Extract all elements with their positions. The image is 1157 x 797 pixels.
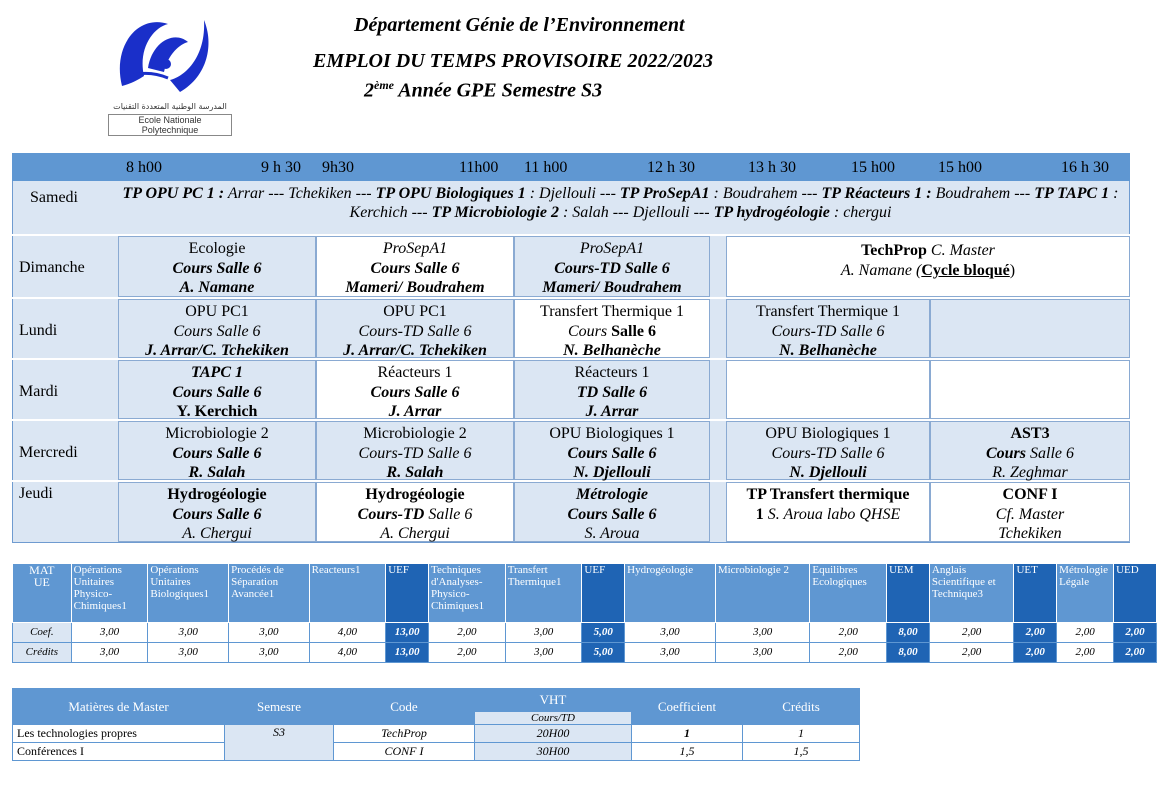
subject-header: Equilibres Ecologiques xyxy=(810,564,887,623)
master-credits: 1,5 xyxy=(743,743,860,761)
time-label: 11 h00 xyxy=(524,159,568,176)
course-name: Réacteurs 1 xyxy=(574,364,650,381)
credits-value: 2,00 xyxy=(1014,643,1057,663)
course-name: Métrologie xyxy=(576,486,648,503)
course-teacher: N. Belhanèche xyxy=(779,342,877,359)
course-teacher: R. Zeghmar xyxy=(992,464,1068,481)
samedi-tp-list xyxy=(118,184,1123,222)
subject-header: Hydrogéologie xyxy=(625,564,716,623)
master-code: TechProp xyxy=(334,725,475,743)
course-name: CONF I xyxy=(1002,486,1058,503)
tp-hydrogeologie-teachers: : chergui xyxy=(829,204,892,221)
course-room: Cours-TD Salle 6 xyxy=(554,259,670,277)
credits-value: 3,00 xyxy=(229,643,310,663)
coef-value: 5,00 xyxy=(582,623,625,643)
time-label: 12 h 30 xyxy=(647,159,695,176)
coef-value: 3,00 xyxy=(625,623,716,643)
course-room: Cours-TD Salle 6 xyxy=(358,444,472,462)
tp-microbio2: TP Microbiologie 2 xyxy=(431,204,559,221)
time-label: 16 h 30 xyxy=(1061,159,1109,176)
credits-value: 3,00 xyxy=(625,643,716,663)
course-teacher: S. Aroua xyxy=(584,525,640,542)
course-cell xyxy=(726,421,930,480)
course-cell xyxy=(514,482,710,542)
credits-value: 8,00 xyxy=(887,643,930,663)
tp-reacteurs1-teachers: Boudrahem --- xyxy=(931,185,1035,202)
tp-reacteurs1: TP Réacteurs 1 : xyxy=(821,185,932,202)
course-room: Cours Salle 6 xyxy=(173,322,261,340)
course-cell xyxy=(316,421,514,480)
course-name: TP Transfert thermique xyxy=(746,486,910,503)
credits-value: 13,00 xyxy=(386,643,429,663)
course-cell xyxy=(726,299,930,358)
enp-emblem xyxy=(108,6,232,130)
subtitle-superscript: ème xyxy=(374,78,394,92)
course-teacher: Tchekiken xyxy=(998,525,1062,542)
credits-label: Crédits xyxy=(13,643,72,663)
course-name: Microbiologie 2 xyxy=(165,425,269,442)
subject-header: Techniques d'Analyses-Physico-Chimiques1 xyxy=(429,564,506,623)
credits-value: 2,00 xyxy=(810,643,887,663)
course-cell xyxy=(118,482,316,542)
course-teacher: Y. Kerchich xyxy=(176,403,258,420)
course-cell xyxy=(316,482,514,542)
course-cell xyxy=(930,421,1130,480)
coefficient-table xyxy=(12,563,1157,663)
coef-value: 2,00 xyxy=(1057,623,1114,643)
coef-value: 8,00 xyxy=(887,623,930,643)
course-cell xyxy=(514,360,710,419)
course-cell xyxy=(118,360,316,419)
course-cell xyxy=(118,299,316,358)
tp-microbio2-teachers: : Salah --- Djellouli --- xyxy=(558,204,714,221)
schedule-title: EMPLOI DU TEMPS PROVISOIRE 2022/2023 xyxy=(313,50,714,72)
master-col-header: Coefficient xyxy=(632,689,743,725)
course-teacher: A. Namane ( xyxy=(840,261,922,279)
subject-header: UEM xyxy=(887,564,930,623)
course-name: Transfert Thermique 1 xyxy=(540,303,684,320)
course-teacher: N. Belhanèche xyxy=(563,342,661,359)
subject-header: Reacteurs1 xyxy=(309,564,386,623)
tp-opu-pc1: TP OPU PC 1 : xyxy=(122,185,225,202)
course-room: Salle 6 xyxy=(424,505,473,523)
course-teacher: J. Arrar/C. Tchekiken xyxy=(343,342,487,359)
subtitle-rest: Année GPE Semestre S3 xyxy=(394,79,603,102)
logo-text: Ecole Nationale Polytechnique xyxy=(108,114,232,136)
master-credits: 1 xyxy=(743,725,860,743)
course-teacher: J. Arrar xyxy=(388,403,442,420)
credits-value: 3,00 xyxy=(148,643,229,663)
coef-value: 2,00 xyxy=(1014,623,1057,643)
coef-value: 3,00 xyxy=(505,623,582,643)
course-room: Cours Salle 6 xyxy=(172,383,262,401)
coef-value: 2,00 xyxy=(1114,623,1157,643)
coef-value: 2,00 xyxy=(929,623,1014,643)
master-col-header: VHT xyxy=(475,689,632,712)
credits-value: 5,00 xyxy=(582,643,625,663)
course-cell xyxy=(316,360,514,419)
course-cell xyxy=(726,236,1130,297)
course-room: S. Aroua labo QHSE xyxy=(763,505,901,523)
course-name: Microbiologie 2 xyxy=(363,425,467,442)
course-room: Cours Salle 6 xyxy=(172,259,262,277)
course-room: Cours Salle 6 xyxy=(172,505,262,523)
master-vht: 20H00 xyxy=(475,725,632,743)
course-name: Hydrogéologie xyxy=(365,486,465,503)
subject-header: UED xyxy=(1114,564,1157,623)
course-cell xyxy=(514,421,710,480)
course-room: Salle 6 xyxy=(1026,444,1075,462)
course-room: TD Salle 6 xyxy=(576,383,648,401)
course-cell xyxy=(118,421,316,480)
credits-value: 4,00 xyxy=(309,643,386,663)
subject-header: Procédés de Séparation Avancée1 xyxy=(229,564,310,623)
master-semestre: S3 xyxy=(225,725,334,761)
course-info: Cf. Master xyxy=(995,505,1065,523)
tp-hydrogeologie: TP hydrogéologie xyxy=(713,204,830,221)
master-col-header: Crédits xyxy=(743,689,860,725)
course-teacher: R. Salah xyxy=(386,464,444,481)
master-subject: Les technologies propres xyxy=(13,725,225,743)
course-room: Cours Salle 6 xyxy=(567,505,657,523)
corner-label: MAT UE xyxy=(29,563,55,589)
course-group: 1 xyxy=(755,505,764,523)
subject-header: Opérations Unitaires Biologiques1 xyxy=(148,564,229,623)
tp-prosepa1: TP ProSepA1 xyxy=(619,185,710,202)
cycle-note-end: ) xyxy=(1009,261,1016,279)
credits-value: 2,00 xyxy=(1114,643,1157,663)
course-name: AST3 xyxy=(1010,425,1050,442)
course-type: Cours xyxy=(567,322,612,340)
subject-header: Opérations Unitaires Physico-Chimiques1 xyxy=(71,564,148,623)
subject-header: Microbiologie 2 xyxy=(715,564,810,623)
course-cell xyxy=(316,236,514,297)
school-logo xyxy=(108,6,232,135)
course-teacher: A. Namane xyxy=(179,279,255,296)
empty-cell xyxy=(726,360,930,419)
course-name: OPU PC1 xyxy=(185,303,249,320)
course-name: OPU Biologiques 1 xyxy=(765,425,891,442)
subtitle-number: 2 xyxy=(364,79,374,102)
coef-value: 2,00 xyxy=(429,623,506,643)
time-label: 15 h00 xyxy=(851,159,895,176)
course-name: TAPC 1 xyxy=(190,364,243,381)
course-teacher: R. Salah xyxy=(188,464,246,481)
empty-cell xyxy=(930,360,1130,419)
coef-value: 13,00 xyxy=(386,623,429,643)
coef-value: 3,00 xyxy=(229,623,310,643)
master-vht: 30H00 xyxy=(475,743,632,761)
course-room: Cours-TD Salle 6 xyxy=(771,444,885,462)
course-type: Cours-TD xyxy=(357,505,425,523)
course-name: OPU PC1 xyxy=(383,303,447,320)
coef-label: Coef. xyxy=(13,623,72,643)
course-name: ProSepA1 xyxy=(579,240,645,257)
course-teacher: A. Chergui xyxy=(182,525,252,542)
course-room: Cours Salle 6 xyxy=(567,444,657,462)
department-title: Département Génie de l’Environnement xyxy=(354,14,685,36)
day-samedi: Samedi xyxy=(30,189,78,206)
course-room: Cours Salle 6 xyxy=(370,259,460,277)
course-teacher: N. Djellouli xyxy=(789,464,867,481)
day-lundi: Lundi xyxy=(19,322,58,339)
coef-value: 3,00 xyxy=(715,623,810,643)
time-label: 9h30 xyxy=(322,159,354,176)
corner-cell xyxy=(13,564,72,623)
course-cell xyxy=(514,299,710,358)
course-teacher: N. Djellouli xyxy=(573,464,651,481)
subject-header: UEF xyxy=(386,564,429,623)
day-mardi: Mardi xyxy=(19,383,59,400)
course-teacher: Mameri/ Boudrahem xyxy=(345,279,485,296)
time-label: 9 h 30 xyxy=(261,159,301,176)
course-room: Cours Salle 6 xyxy=(172,444,262,462)
tp-prosepa1-teachers: : Boudrahem --- xyxy=(709,185,822,202)
coef-value: 3,00 xyxy=(148,623,229,643)
course-name: ProSepA1 xyxy=(382,240,448,257)
credits-value: 2,00 xyxy=(429,643,506,663)
subject-header: UET xyxy=(1014,564,1057,623)
course-teacher: J. Arrar/C. Tchekiken xyxy=(145,342,289,359)
master-table xyxy=(12,688,860,761)
master-subject: Conférences I xyxy=(13,743,225,761)
tp-opu-bio1-teachers: : Djellouli --- xyxy=(525,185,620,202)
credits-value: 3,00 xyxy=(505,643,582,663)
credits-value: 3,00 xyxy=(715,643,810,663)
course-cell xyxy=(930,482,1130,542)
day-jeudi: Jeudi xyxy=(19,485,53,502)
course-room: Cours-TD Salle 6 xyxy=(771,322,885,340)
time-label: 8 h00 xyxy=(126,159,162,176)
master-code: CONF I xyxy=(334,743,475,761)
course-name: OPU Biologiques 1 xyxy=(549,425,675,442)
course-name: Transfert Thermique 1 xyxy=(756,303,900,320)
course-cell xyxy=(118,236,316,297)
course-name: Hydrogéologie xyxy=(167,486,267,503)
subject-header: Anglais Scientifique et Technique3 xyxy=(929,564,1014,623)
coef-value: 2,00 xyxy=(810,623,887,643)
day-dimanche: Dimanche xyxy=(19,259,85,276)
subject-header: Métrologie Légale xyxy=(1057,564,1114,623)
course-name: Réacteurs 1 xyxy=(377,364,453,381)
course-room: Cours-TD Salle 6 xyxy=(358,322,472,340)
tp-tapc1: TP TAPC 1 xyxy=(1034,185,1110,202)
course-info: C. Master xyxy=(926,242,995,259)
master-coef: 1,5 xyxy=(632,743,743,761)
course-teacher: Mameri/ Boudrahem xyxy=(542,279,682,296)
time-label: 15 h00 xyxy=(938,159,982,176)
time-label: 11h00 xyxy=(459,159,499,176)
course-name: Ecologie xyxy=(188,240,246,257)
logo-arabic-text: المدرسة الوطنية المتعددة التقنيات xyxy=(113,102,227,111)
coef-value: 3,00 xyxy=(71,623,148,643)
subject-header: Transfert Thermique1 xyxy=(505,564,582,623)
subject-header: UEF xyxy=(582,564,625,623)
cycle-note: Cycle bloqué xyxy=(921,261,1010,279)
master-coef: 1 xyxy=(632,725,743,743)
master-col-header: Code xyxy=(334,689,475,725)
course-room: Cours Salle 6 xyxy=(370,383,460,401)
day-mercredi: Mercredi xyxy=(19,444,78,461)
course-type: Cours xyxy=(985,444,1027,462)
course-name: TechProp xyxy=(861,242,927,259)
master-col-header: Matières de Master xyxy=(13,689,225,725)
tp-opu-bio1: TP OPU Biologiques 1 xyxy=(375,185,526,202)
course-room: Salle 6 xyxy=(611,322,656,340)
tp-tapc1-teachers: : Kerchich --- xyxy=(349,185,1119,221)
credits-value: 2,00 xyxy=(1057,643,1114,663)
coef-value: 4,00 xyxy=(309,623,386,643)
course-teacher: A. Chergui xyxy=(380,525,450,542)
course-cell xyxy=(514,236,710,297)
course-cell xyxy=(726,482,930,542)
tp-opu-pc1-teachers: Arrar --- Tchekiken --- xyxy=(224,185,376,202)
course-teacher: J. Arrar xyxy=(585,403,639,420)
empty-cell xyxy=(930,299,1130,358)
credits-value: 2,00 xyxy=(929,643,1014,663)
vht-subheader: Cours/TD xyxy=(475,712,632,725)
master-col-header: Semesre xyxy=(225,689,334,725)
time-label: 13 h 30 xyxy=(748,159,796,176)
credits-value: 3,00 xyxy=(71,643,148,663)
course-cell xyxy=(316,299,514,358)
schedule-subtitle xyxy=(364,78,602,103)
